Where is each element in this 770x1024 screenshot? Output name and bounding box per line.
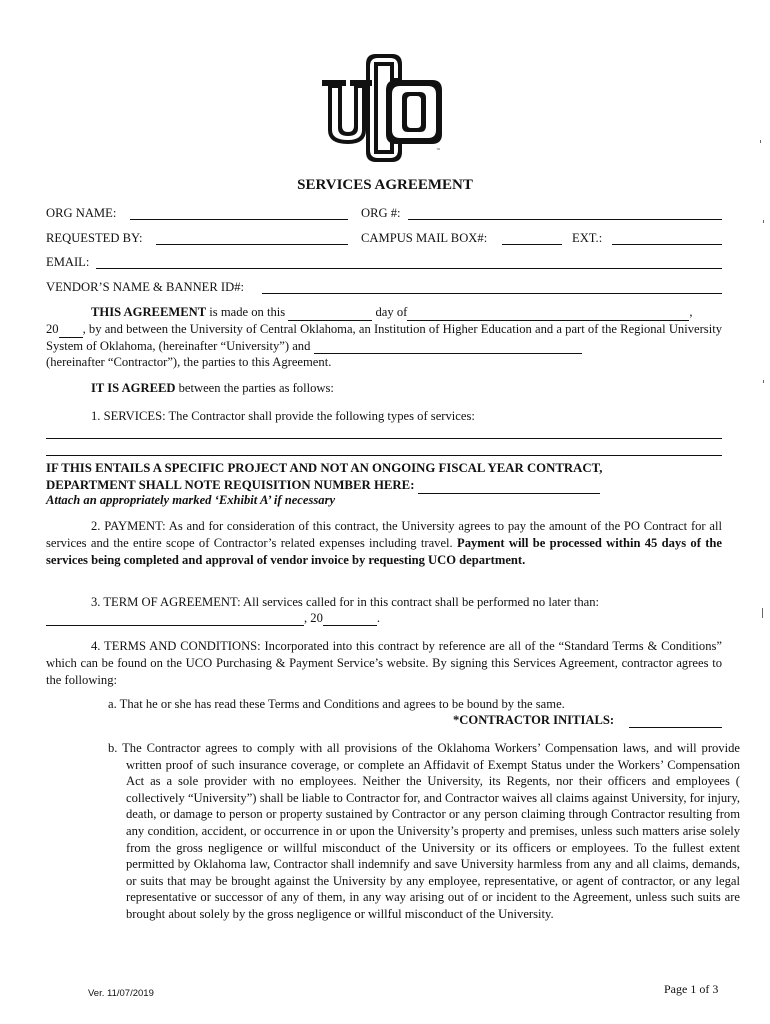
term-date-row: , 20 . bbox=[46, 611, 380, 626]
day-of-text: day of bbox=[372, 305, 408, 319]
email-field[interactable] bbox=[96, 268, 722, 269]
ext-field[interactable] bbox=[612, 244, 722, 245]
item-b-text: b. The Contractor agrees to comply with all provisions of the Oklahoma Workers’ Compensation laws, and will provide written proof of such insurance coverage, or complete an Affidavit of Exempt Status under the Workers’ Compensation Act as a sole provider with no employees. Neither the University, its Regents, nor their officers and employees ( collectively “University”) shall be liable to Contractor for, and Contractor waives all claims against University, for injury, death, or damage to person or property sustained by Contractor or any person claiming through Contractor resulting from any condition, accident, or occurrence in or upon the University’s property and premises, unless such matters arise solely from the gross negligence or willful misconduct of the University or its officers or employees. To the fullest extent permitted by Oklahoma law, Contractor shall indemnify and save University harmless from any and all claims, demands, or suits that may be brought against the University by any employee, representative, or agent of contractor, or any legal representative or successor of any of them, in any way arising out of or incident to the Agreement, unless such suits are brought about solely by the gross negligence or willful misconduct of the University. bbox=[108, 741, 740, 921]
services-line-2[interactable] bbox=[46, 455, 722, 456]
payment-text: 2. PAYMENT: As and for consideration of this contract, the University agrees to pay the amount of the PO Contract for all services and the entire scope of Contractor’s related expenses including travel. bbox=[46, 519, 722, 550]
agreement-year-field[interactable] bbox=[59, 337, 83, 338]
payment-clause bbox=[46, 518, 722, 568]
item-a-text: a. That he or she has read these Terms and Conditions and agrees to be bound by the same. bbox=[108, 697, 565, 711]
agreed-bold: IT IS AGREED bbox=[91, 381, 176, 395]
term-clause: 3. TERM OF AGREEMENT: All services called for in this contract shall be performed no later than: bbox=[91, 595, 600, 609]
document-title: SERVICES AGREEMENT bbox=[297, 177, 473, 193]
intro-line3: (hereinafter “Contractor”), the parties to this Agreement. bbox=[46, 355, 332, 370]
org-number-field[interactable] bbox=[408, 219, 722, 220]
term-year-prefix: , 20 bbox=[304, 611, 323, 625]
project-notice-line2: DEPARTMENT SHALL NOTE REQUISITION NUMBER HERE: bbox=[46, 477, 415, 492]
project-notice bbox=[46, 460, 722, 494]
uco-logo bbox=[318, 52, 448, 164]
campus-mail-label: CAMPUS MAIL BOX#: bbox=[361, 231, 488, 245]
scan-mark bbox=[760, 140, 761, 143]
term-date-field[interactable] bbox=[46, 625, 304, 626]
org-name-field[interactable] bbox=[130, 219, 348, 220]
requested-by-field[interactable] bbox=[156, 244, 348, 245]
year-prefix: 20 bbox=[46, 321, 59, 336]
scan-mark bbox=[763, 220, 764, 223]
org-name-label: ORG NAME: bbox=[46, 206, 117, 220]
ext-label: EXT.: bbox=[572, 231, 603, 245]
scan-mark bbox=[762, 608, 763, 618]
vendor-field[interactable] bbox=[262, 293, 722, 294]
project-notice-line1: IF THIS ENTAILS A SPECIFIC PROJECT AND NOT AN ONGOING FISCAL YEAR CONTRACT, bbox=[46, 461, 603, 475]
intro-lead: THIS AGREEMENT bbox=[91, 305, 207, 319]
svg-text:™: ™ bbox=[436, 148, 441, 154]
services-line-1[interactable] bbox=[46, 438, 722, 439]
terms-clause bbox=[46, 638, 722, 688]
agreed-line bbox=[91, 381, 334, 396]
version-label: Ver. 11/07/2019 bbox=[88, 988, 154, 999]
term-year-field[interactable] bbox=[323, 625, 377, 626]
org-number-label: ORG #: bbox=[361, 206, 401, 220]
terms-text: 4. TERMS AND CONDITIONS: Incorporated into this contract by reference are all of the “Standard Terms & Conditions” which can be found on the UCO Purchasing & Payment Service’s website. By signing this Services Agreement, contractor agrees to the following: bbox=[46, 639, 722, 687]
contractor-name-field[interactable] bbox=[314, 353, 582, 354]
intro-paragraph: THIS AGREEMENT is made on this day of , 20 , by and between the University of Central Oklahoma, an Institution of Higher Education and a part of the Regional University System of Oklahoma, (hereinafter “University”) and (hereinafter “Contractor”), the parties to this Agreement. bbox=[46, 305, 722, 370]
vendor-label: VENDOR’S NAME & BANNER ID#: bbox=[46, 280, 245, 294]
contractor-initials-label: *CONTRACTOR INITIALS: bbox=[453, 713, 615, 727]
page-number: Page 1 of 3 bbox=[664, 982, 719, 996]
contractor-initials-field[interactable] bbox=[629, 727, 722, 728]
requested-by-label: REQUESTED BY: bbox=[46, 231, 143, 245]
intro-body: , by and between the University of Central Oklahoma, an Institution of Higher Education and a part of the Regional University System of Oklahoma, (hereinafter “University”) and bbox=[46, 321, 722, 353]
scan-mark bbox=[763, 380, 764, 383]
email-label: EMAIL: bbox=[46, 255, 90, 269]
campus-mail-field[interactable] bbox=[502, 244, 562, 245]
payment-bold: Payment will be processed within 45 days of the services being completed and approval of vendor invoice by requesting UCO department. bbox=[46, 535, 722, 567]
attach-exhibit-note: Attach an appropriately marked ‘Exhibit A’ if necessary bbox=[46, 493, 336, 507]
requisition-number-field[interactable] bbox=[418, 493, 600, 494]
intro-lead-rest: is made on this bbox=[206, 305, 289, 319]
services-clause: 1. SERVICES: The Contractor shall provide the following types of services: bbox=[91, 409, 475, 423]
agreed-rest: between the parties as follows: bbox=[175, 381, 334, 395]
